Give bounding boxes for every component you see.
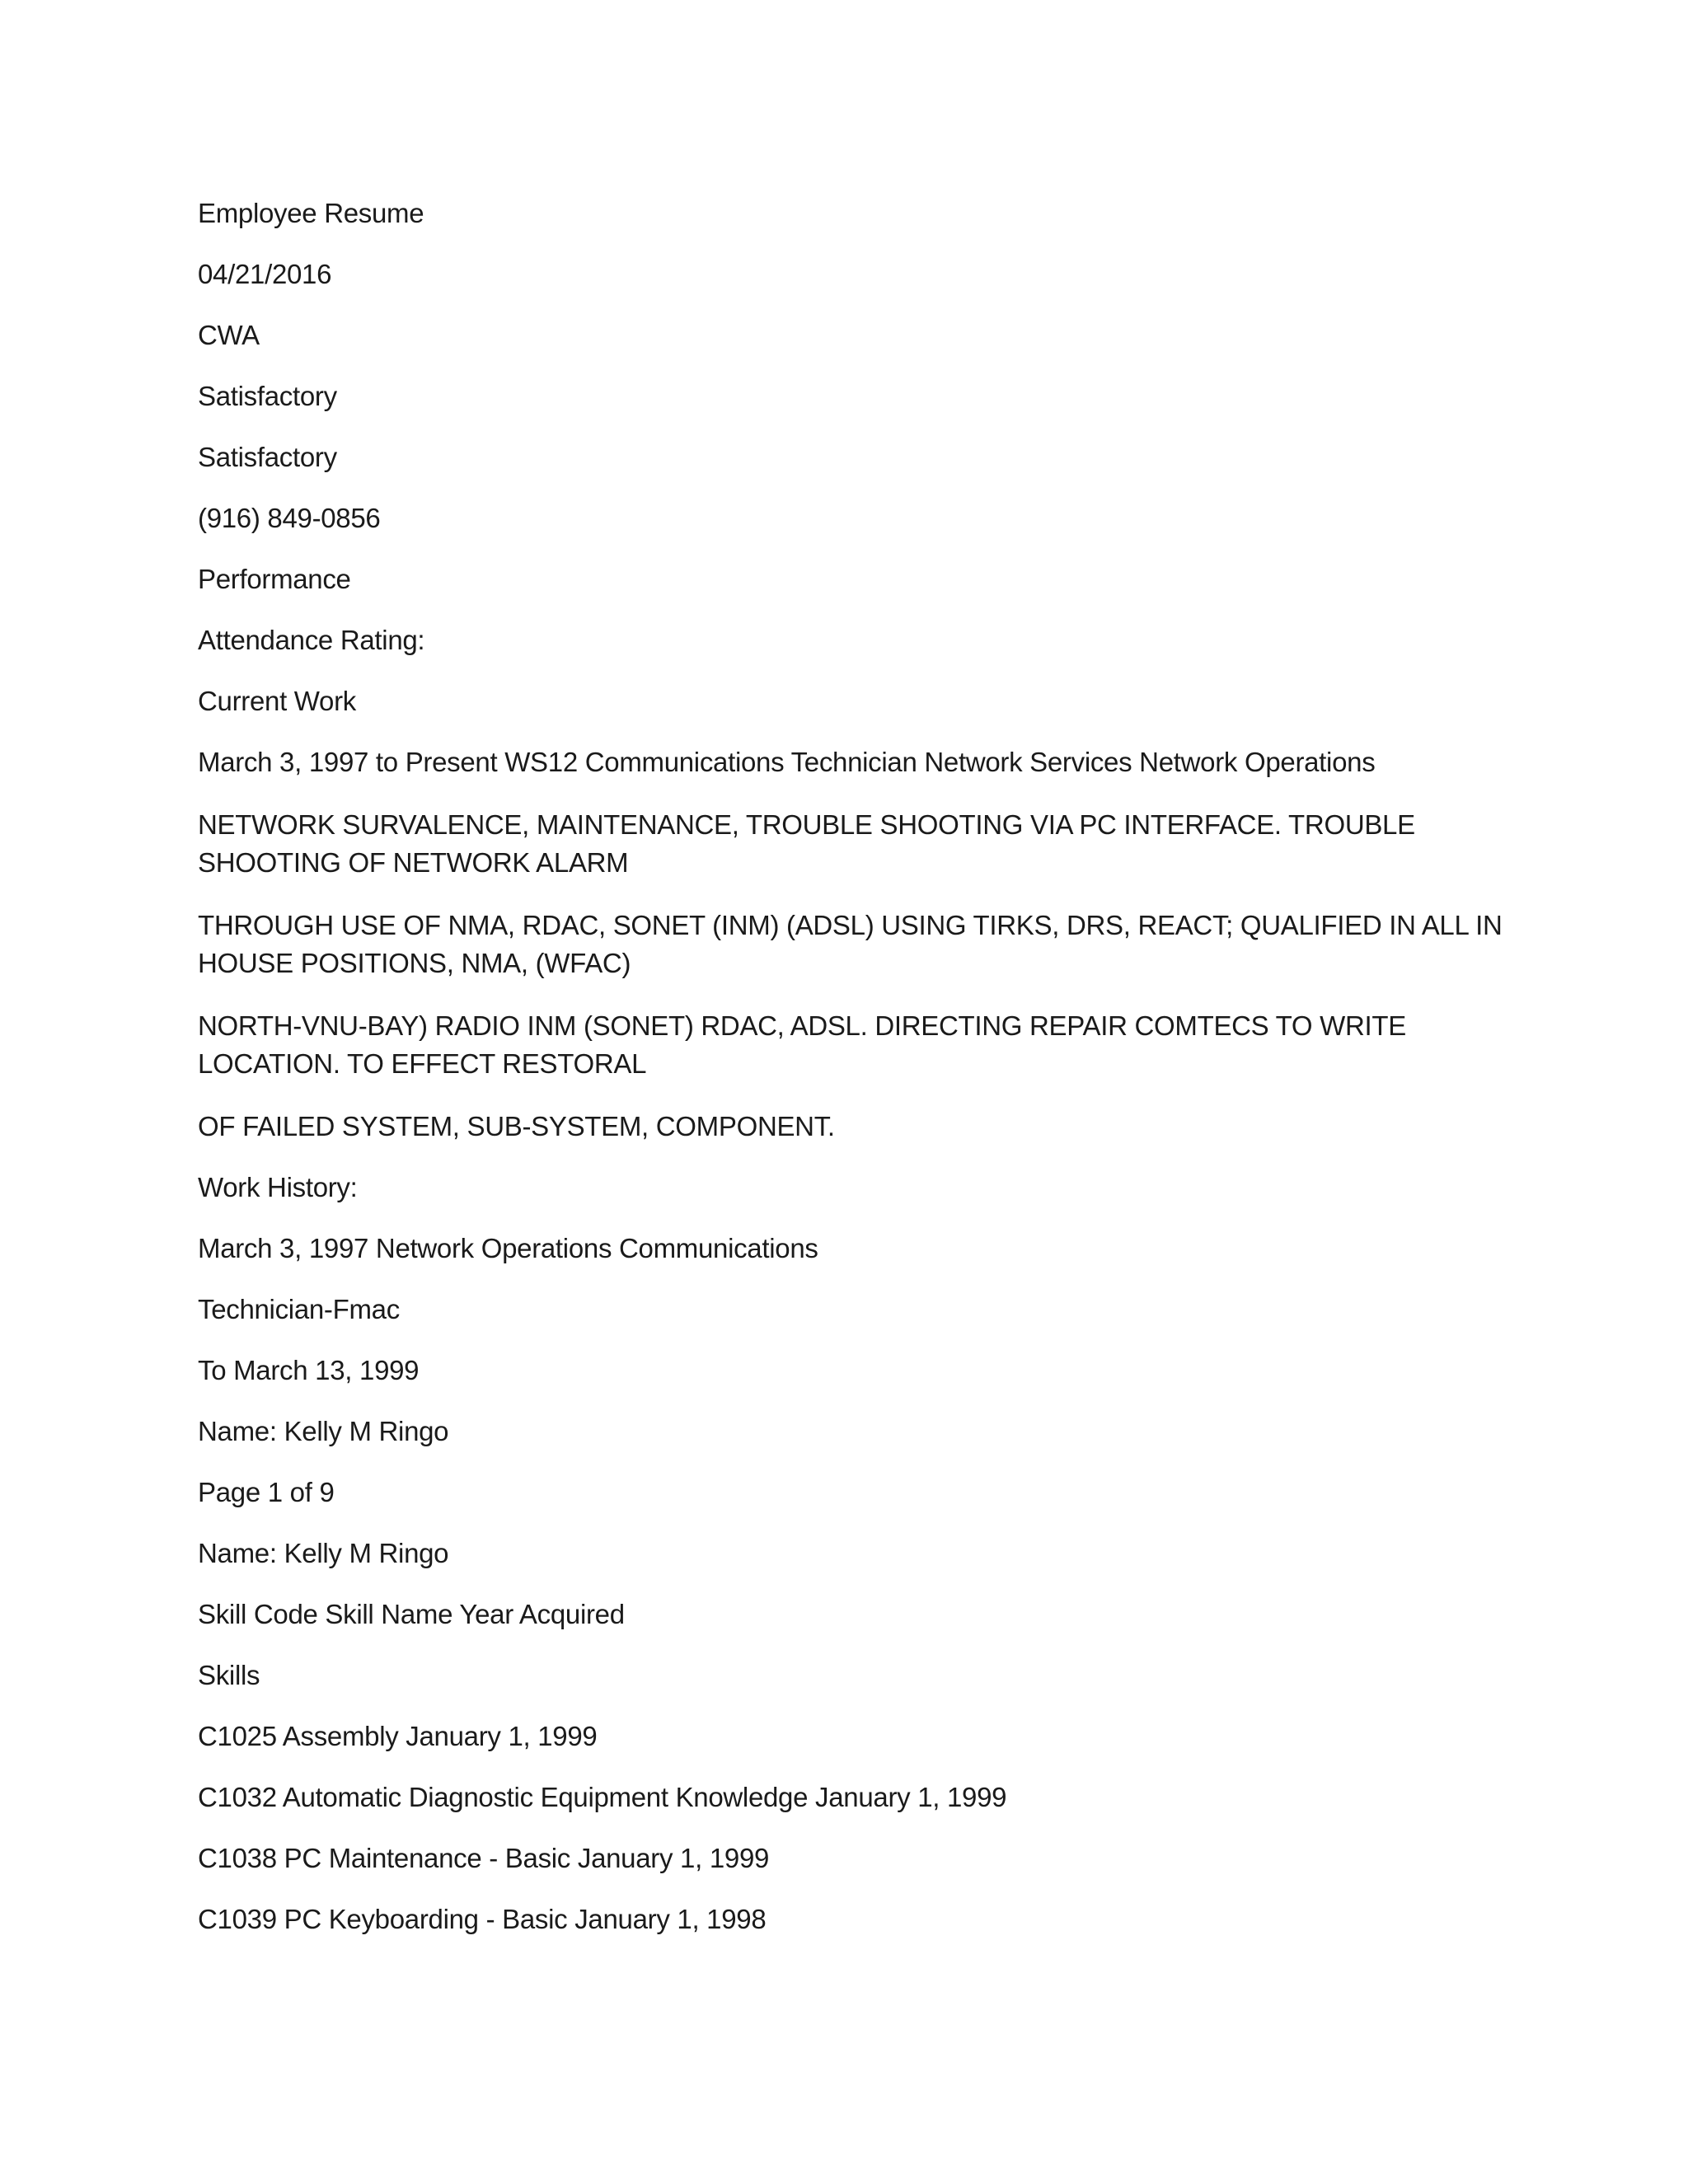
work-history-label: Work History: <box>198 1172 358 1202</box>
phone-number: (916) 849-0856 <box>198 503 381 533</box>
employee-name: Name: Kelly M Ringo <box>198 1416 449 1446</box>
skills-table-header: Skill Code Skill Name Year Acquired <box>198 1599 625 1629</box>
duty-paragraph: OF FAILED SYSTEM, SUB-SYSTEM, COMPONENT. <box>198 1111 835 1141</box>
duty-paragraph: NORTH-VNU-BAY) RADIO INM (SONET) RDAC, ADSL. DIRECTING REPAIR COMTECS TO WRITE LOCATION. TO EFFECT RESTORAL <box>198 1010 1406 1079</box>
document-date: 04/21/2016 <box>198 259 332 289</box>
work-history-entry: Technician-Fmac <box>198 1294 400 1324</box>
union-label: CWA <box>198 320 260 350</box>
rating-value: Satisfactory <box>198 442 337 472</box>
skill-row: C1025 Assembly January 1, 1999 <box>198 1721 598 1751</box>
current-work-line: March 3, 1997 to Present WS12 Communications Technician Network Services Network Operations <box>198 747 1376 777</box>
skill-row: C1032 Automatic Diagnostic Equipment Knowledge January 1, 1999 <box>198 1782 1007 1812</box>
duty-paragraph: NETWORK SURVALENCE, MAINTENANCE, TROUBLE SHOOTING VIA PC INTERFACE. TROUBLE SHOOTING OF NETWORK ALARM <box>198 809 1415 878</box>
duty-paragraph: THROUGH USE OF NMA, RDAC, SONET (INM) (ADSL) USING TIRKS, DRS, REACT; QUALIFIED IN ALL IN HOUSE POSITIONS, NMA, (WFAC) <box>198 910 1503 978</box>
skills-label: Skills <box>198 1660 260 1690</box>
work-history-entry: March 3, 1997 Network Operations Communications <box>198 1233 818 1263</box>
document-title: Employee Resume <box>198 198 424 228</box>
skill-row: C1038 PC Maintenance - Basic January 1, 1999 <box>198 1843 770 1873</box>
employee-name: Name: Kelly M Ringo <box>198 1538 449 1568</box>
attendance-label: Attendance Rating: <box>198 625 425 655</box>
rating-value: Satisfactory <box>198 381 337 411</box>
current-work-label: Current Work <box>198 686 356 716</box>
page-number: Page 1 of 9 <box>198 1477 335 1507</box>
performance-label: Performance <box>198 564 351 594</box>
skill-row: C1039 PC Keyboarding - Basic January 1, 1998 <box>198 1904 767 1934</box>
work-history-entry: To March 13, 1999 <box>198 1355 420 1385</box>
